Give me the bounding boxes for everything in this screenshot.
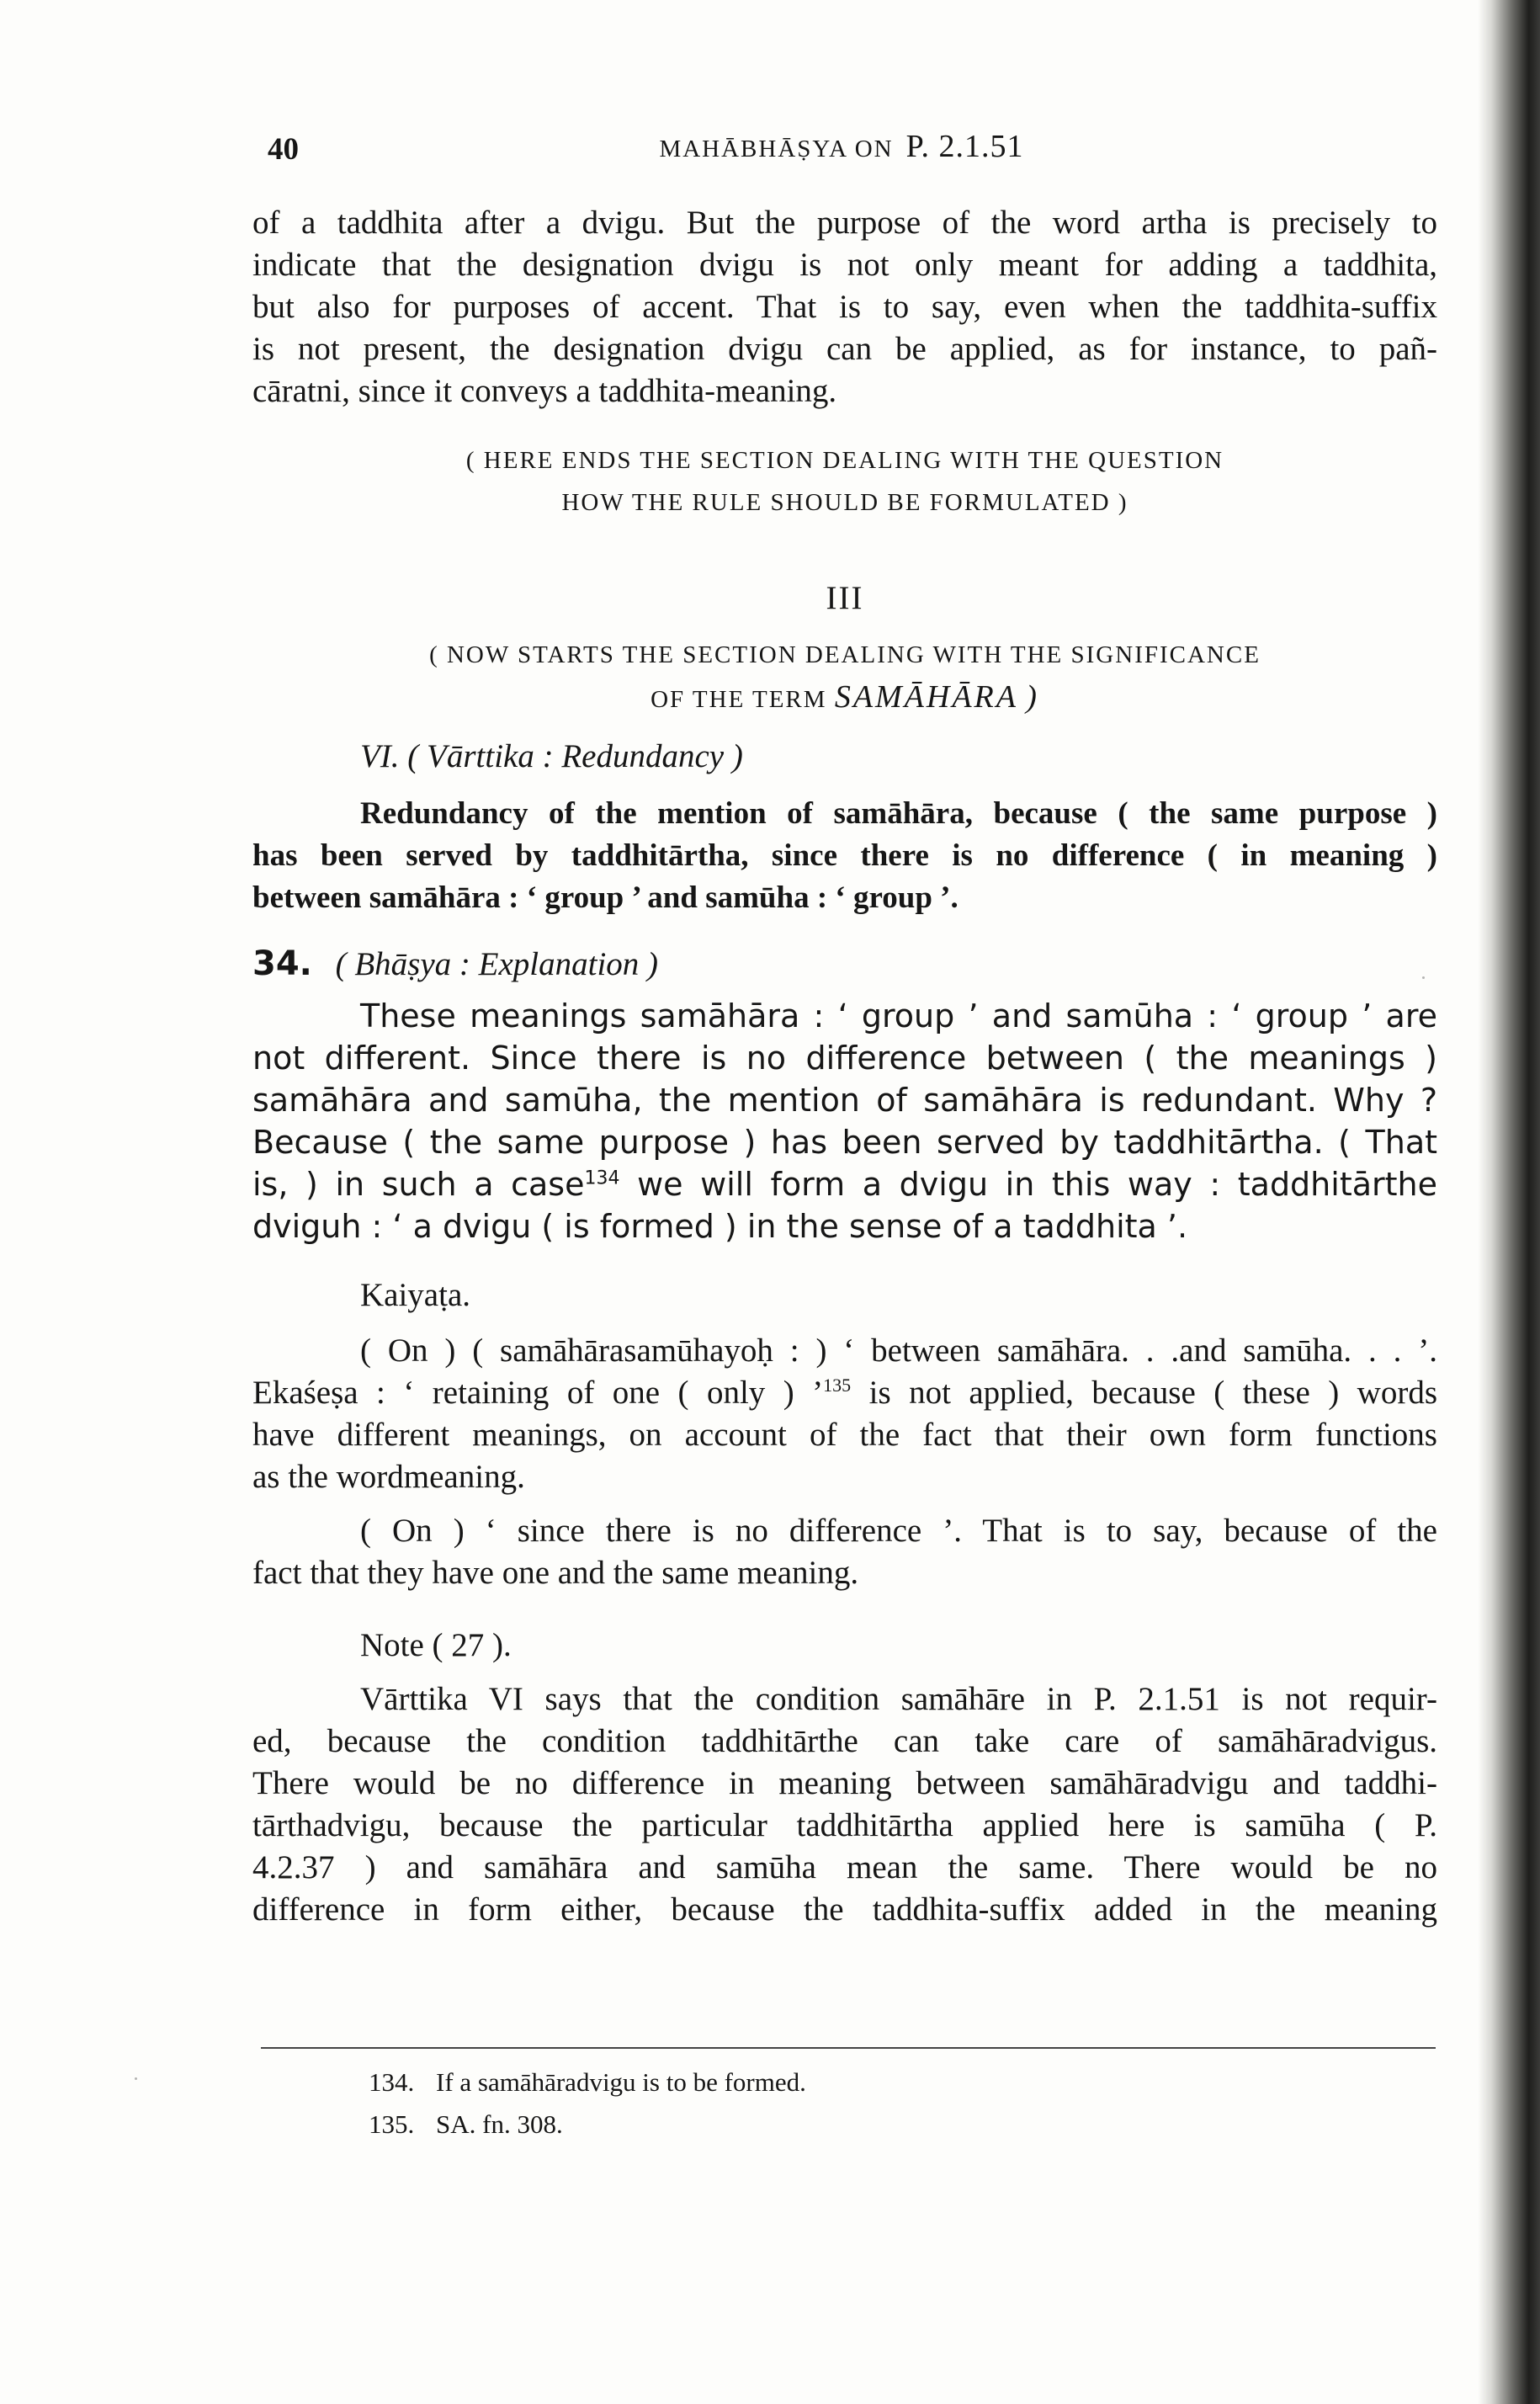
text-line: fact that they have one and the same meaning.: [252, 1555, 859, 1591]
scan-speck: [135, 2077, 137, 2080]
section-start-heading: [252, 634, 1437, 721]
text-line: samāhāra and samūha, the mention of samāhāra is redundant. Why ?: [252, 1082, 1437, 1119]
intro-paragraph: [252, 202, 1437, 412]
heading-line: ( NOW STARTS THE SECTION DEALING WITH THE SIGNIFICANCE: [429, 641, 1261, 668]
footnote-ref: 135: [823, 1375, 852, 1396]
footnote-rule: [261, 2047, 1436, 2049]
text-line: have different meanings, on account of the fact that their own form functions: [252, 1417, 1437, 1453]
running-title: [252, 128, 1431, 165]
footnote-ref: 134: [584, 1167, 620, 1189]
text-line: [252, 1372, 1437, 1414]
text-span: is not applied, because ( these ) words: [851, 1375, 1437, 1411]
text-line: ( On ) ( samāhārasamūhayoḥ : ) ‘ between samāhāra. . .and samūha. . . ’.: [360, 1332, 1437, 1369]
text-line: cāratni, since it conveys a taddhita-meaning.: [252, 373, 837, 409]
running-title-rule-ref: P. 2.1.51: [905, 129, 1024, 164]
page-binding-edge: [1478, 0, 1540, 2404]
bhasya-number: 34.: [252, 944, 312, 983]
text-span: is, ) in such a case: [252, 1166, 585, 1203]
text-line: has been served by taddhitārtha, since there is no difference ( in meaning ): [252, 838, 1437, 873]
text-line: ed, because the condition taddhitārthe can take care of samāhāradvigus.: [252, 1723, 1437, 1759]
text-line: dviguh : ‘ a dvigu ( is formed ) in the sense of a taddhita ’.: [252, 1208, 1188, 1245]
text-line: ( On ) ‘ since there is no difference ’. That is to say, because of the: [360, 1513, 1437, 1549]
text-line: Vārttika VI says that the condition samāhāre in P. 2.1.51 is not requir-: [360, 1681, 1437, 1717]
footnote-text: If a samāhāradvigu is to be formed.: [436, 2067, 806, 2097]
footnote-134: [369, 2067, 806, 2098]
heading-line: ( HERE ENDS THE SECTION DEALING WITH THE QUESTION: [465, 447, 1224, 474]
page-number: 40: [268, 132, 299, 167]
text-line: There would be no difference in meaning between samāhāradvigu and taddhi-: [252, 1765, 1437, 1801]
running-title-text: MAHĀBHĀṢYA ON: [659, 136, 894, 162]
bhasya-title: ( Bhāṣya : Explanation ): [335, 946, 659, 982]
text-line: 4.2.37 ) and samāhāra and samūha mean the same. There would be no: [252, 1849, 1437, 1885]
section-end-heading: [252, 439, 1437, 524]
text-line: not different. Since there is no difference between ( the meanings ): [252, 1040, 1437, 1077]
section-number: III: [826, 580, 864, 616]
heading-close: ): [1026, 679, 1039, 715]
text-line: difference in form either, because the taddhita-suffix added in the meaning: [252, 1891, 1437, 1928]
kaiyata-paragraph-1: [252, 1330, 1437, 1498]
heading-term: SAMĀHĀRA: [834, 679, 1018, 715]
heading-line-prefix: OF THE TERM: [651, 686, 827, 713]
text-line: but also for purposes of accent. That is to say, even when the taddhita-suffix: [252, 289, 1437, 325]
kaiyata-heading: Kaiyaṭa.: [360, 1277, 471, 1313]
text-line: as the wordmeaning.: [252, 1459, 525, 1495]
varttika-heading: VI. ( Vārttika : Redundancy ): [360, 738, 743, 774]
running-head: [252, 128, 1431, 178]
footnote-number: 134.: [369, 2067, 415, 2097]
text-span: we will form a dvigu in this way : taddhitārthe: [619, 1166, 1437, 1203]
text-line: [252, 1163, 1437, 1205]
bhasya-heading: [252, 944, 1437, 983]
footnote-number: 135.: [369, 2109, 415, 2139]
page-body: [252, 202, 1437, 1931]
text-line: between samāhāra : ‘ group ’ and samūha : ‘ group ’.: [252, 880, 959, 915]
text-line: Because ( the same purpose ) has been served by taddhitārtha. ( That: [252, 1124, 1437, 1161]
kaiyata-paragraph-2: [252, 1510, 1437, 1594]
heading-line: [252, 676, 1437, 721]
bhasya-text: [252, 995, 1437, 1247]
footnote-135: [369, 2109, 563, 2140]
text-line: tārthadvigu, because the particular taddhitārtha applied here is samūha ( P.: [252, 1807, 1437, 1843]
text-line: Redundancy of the mention of samāhāra, because ( the same purpose ): [360, 796, 1437, 831]
note-heading: Note ( 27 ).: [360, 1627, 512, 1663]
heading-line: HOW THE RULE SHOULD BE FORMULATED ): [561, 489, 1128, 516]
text-line: These meanings samāhāra : ‘ group ’ and samūha : ‘ group ’ are: [360, 997, 1437, 1034]
text-span: Ekaśeṣa : ‘ retaining of one ( only ) ’: [252, 1375, 824, 1411]
text-line: indicate that the designation dvigu is not only meant for adding a taddhita,: [252, 247, 1437, 283]
text-line: is not present, the designation dvigu can be applied, as for instance, to pañ-: [252, 331, 1437, 367]
varttika-text: [252, 793, 1437, 919]
footnote-text: SA. fn. 308.: [436, 2109, 563, 2139]
text-line: of a taddhita after a dvigu. But the purpose of the word artha is precisely to: [252, 205, 1437, 241]
note-paragraph: [252, 1678, 1437, 1931]
